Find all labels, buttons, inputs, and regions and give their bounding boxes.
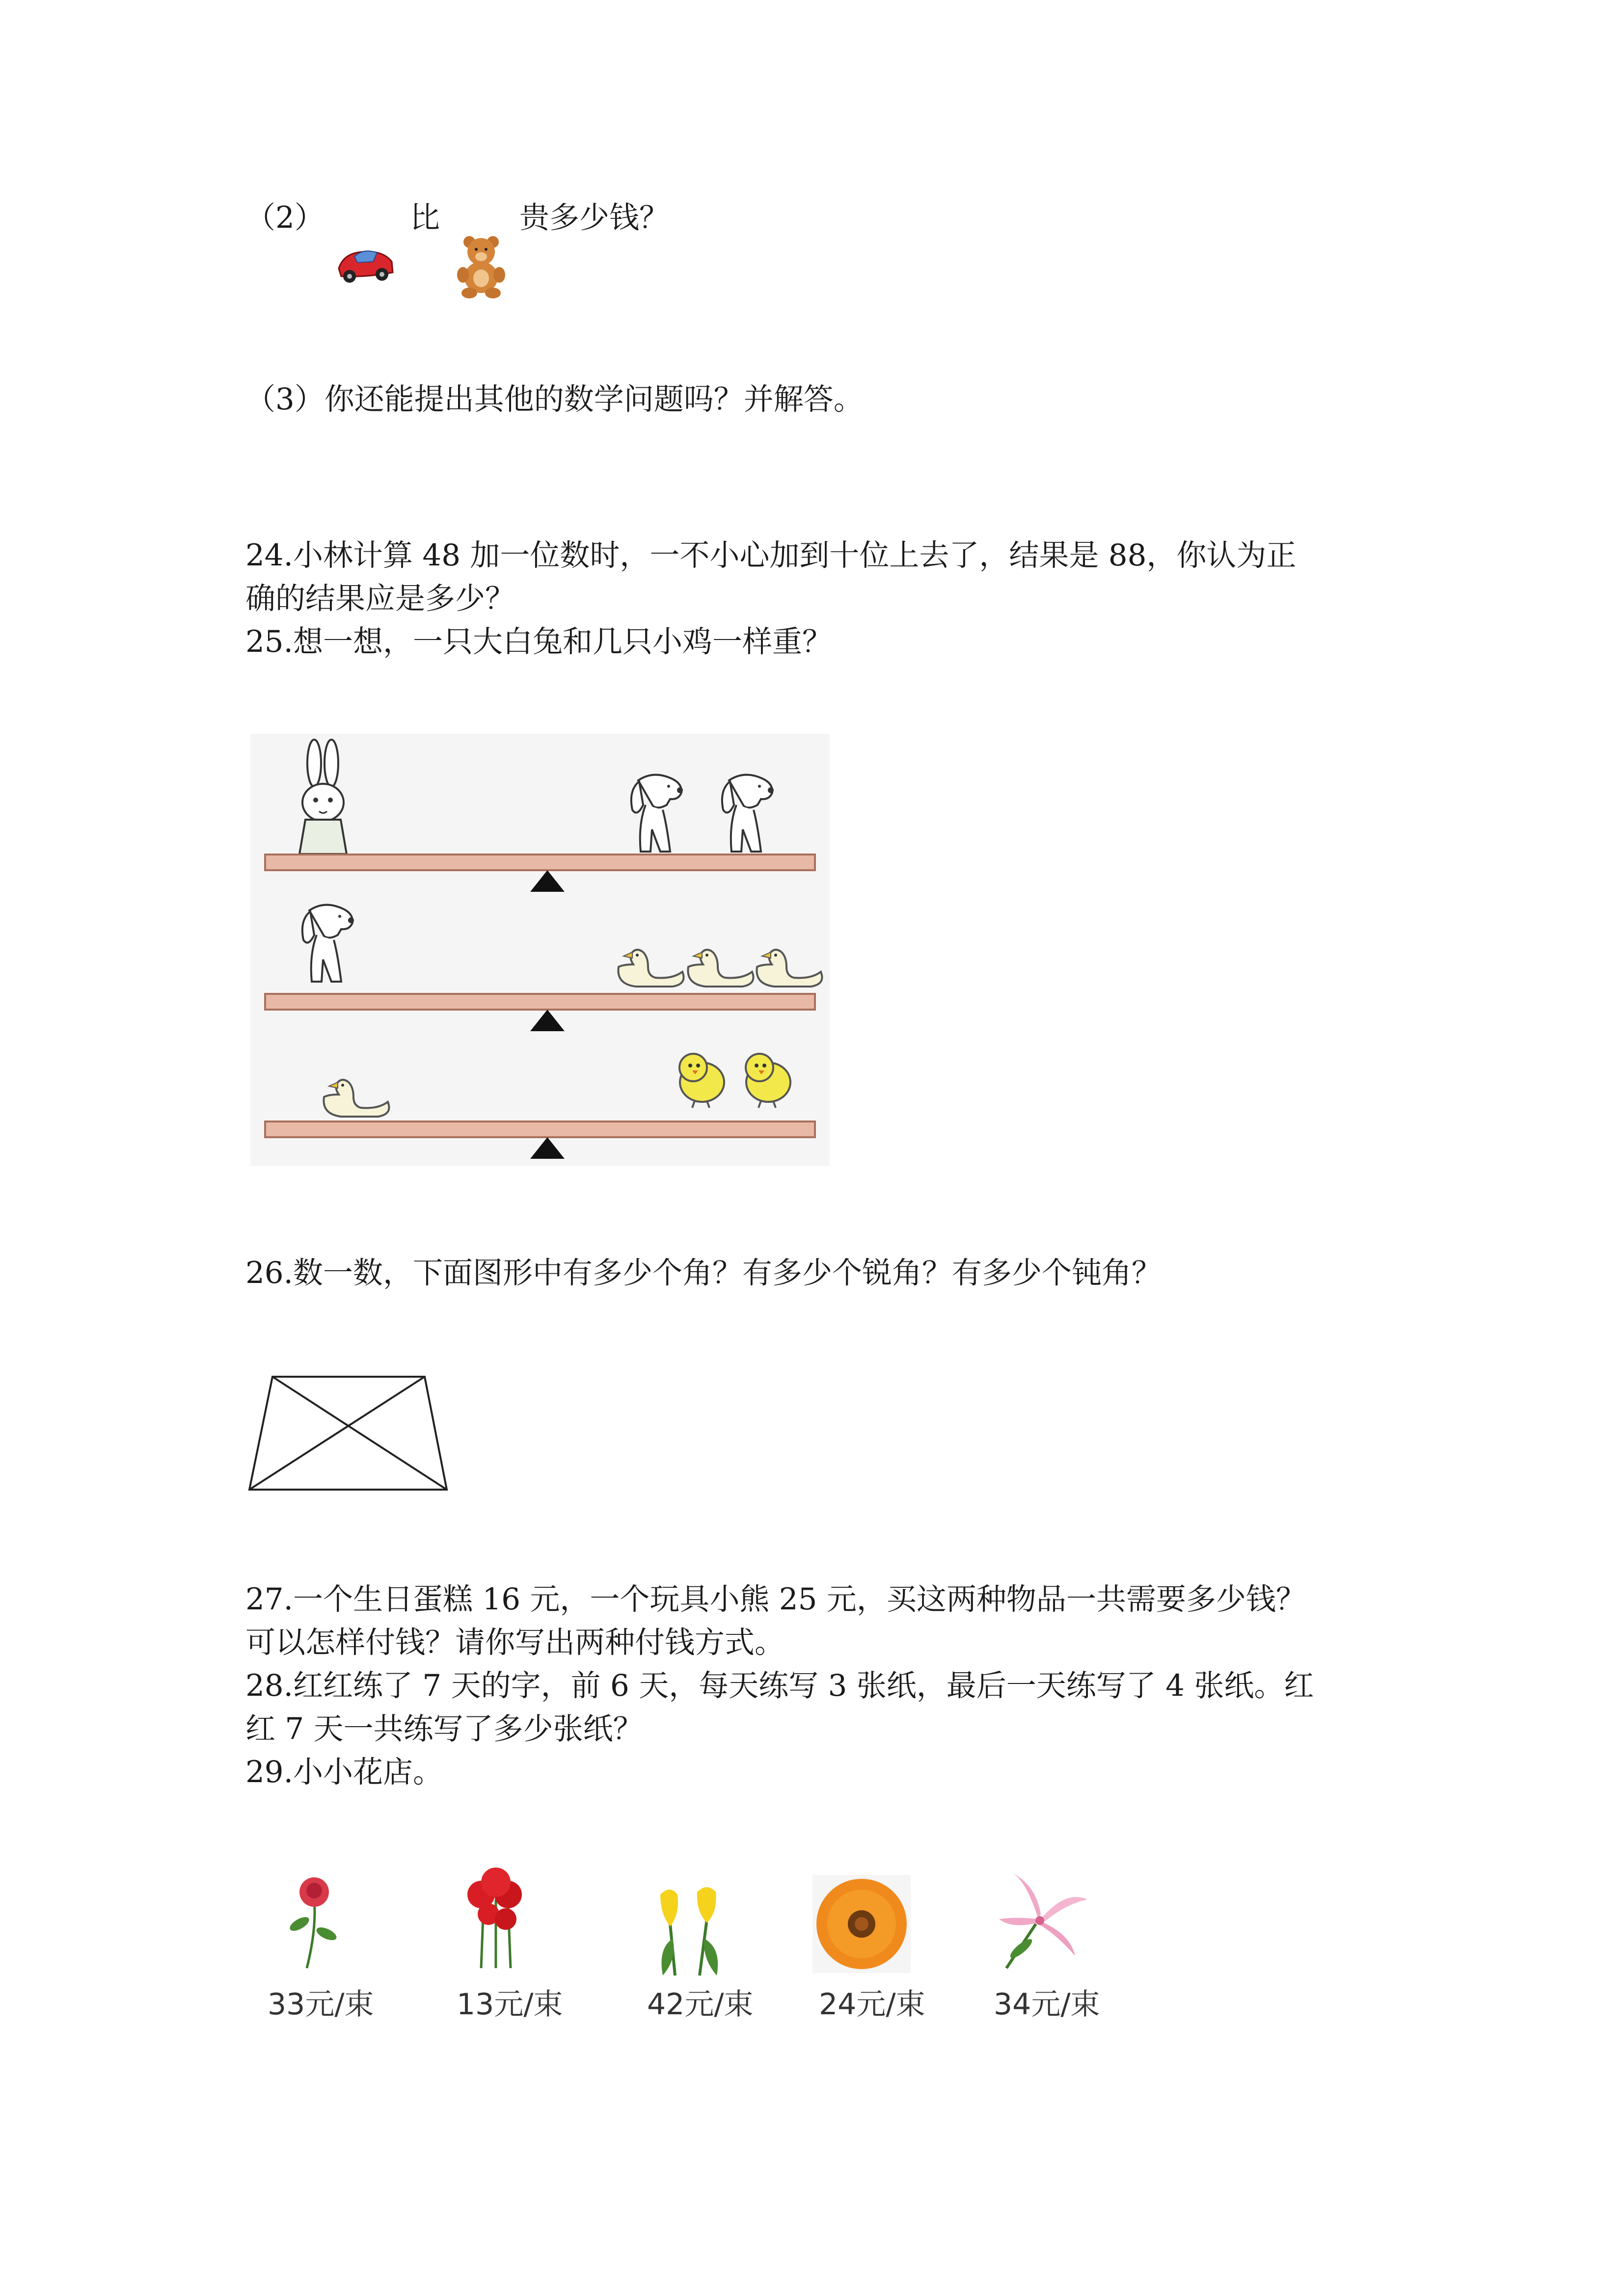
balance-scales-figure (250, 734, 830, 1166)
toy-car-icon (334, 238, 398, 287)
lily-icon (992, 1870, 1095, 1973)
q26-line1: 26.数一数，下面图形中有多少个角？有多少个锐角？有多少个钝角？ (245, 1255, 1162, 1290)
teddy-bear-icon (451, 233, 512, 299)
q23-part2-number: （2） (245, 200, 325, 235)
q25-line1: 25.想一想，一只大白兔和几只小鸡一样重？ (245, 624, 833, 659)
q23-part2-question-tail: 贵多少钱？ (519, 200, 670, 235)
q29-line1: 29.小小花店。 (245, 1755, 443, 1789)
q24-line2: 确的结果应是多少？ (245, 581, 515, 616)
flower-price: 34元/束 (994, 1987, 1100, 2022)
rose-icon (275, 1870, 353, 1973)
flower-price: 24元/束 (819, 1987, 925, 2022)
q27-line2: 可以怎样付钱？请你写出两种付钱方式。 (245, 1625, 785, 1660)
balance-plank (265, 1121, 815, 1137)
q23-part2-compare-word: 比 (410, 200, 440, 235)
balance-plank (265, 854, 815, 870)
carnation-icon (454, 1865, 538, 1973)
q28-line1: 28.红红练了 7 天的字，前 6 天，每天练写 3 张纸，最后一天练写了 4 张纸。红 (245, 1668, 1314, 1703)
q24-line1: 24.小林计算 48 加一位数时，一不小心加到十位上去了，结果是 88，你认为正 (245, 538, 1297, 573)
trapezoid-figure (245, 1374, 452, 1502)
q23-part3: （3）你还能提出其他的数学问题吗？并解答。 (245, 382, 864, 417)
flower-price: 33元/束 (268, 1987, 374, 2022)
q28-line2: 红 7 天一共练写了多少张纸？ (245, 1711, 643, 1746)
q23-part2 (245, 196, 325, 240)
gerbera-icon (812, 1875, 911, 1973)
flower-price: 13元/束 (457, 1987, 563, 2022)
q27-line1: 27.一个生日蛋糕 16 元，一个玩具小熊 25 元，买这两种物品一共需要多少钱？ (245, 1582, 1306, 1617)
flower-price: 42元/束 (647, 1987, 754, 2022)
tulip-icon (648, 1885, 731, 1978)
balance-plank (265, 994, 815, 1010)
